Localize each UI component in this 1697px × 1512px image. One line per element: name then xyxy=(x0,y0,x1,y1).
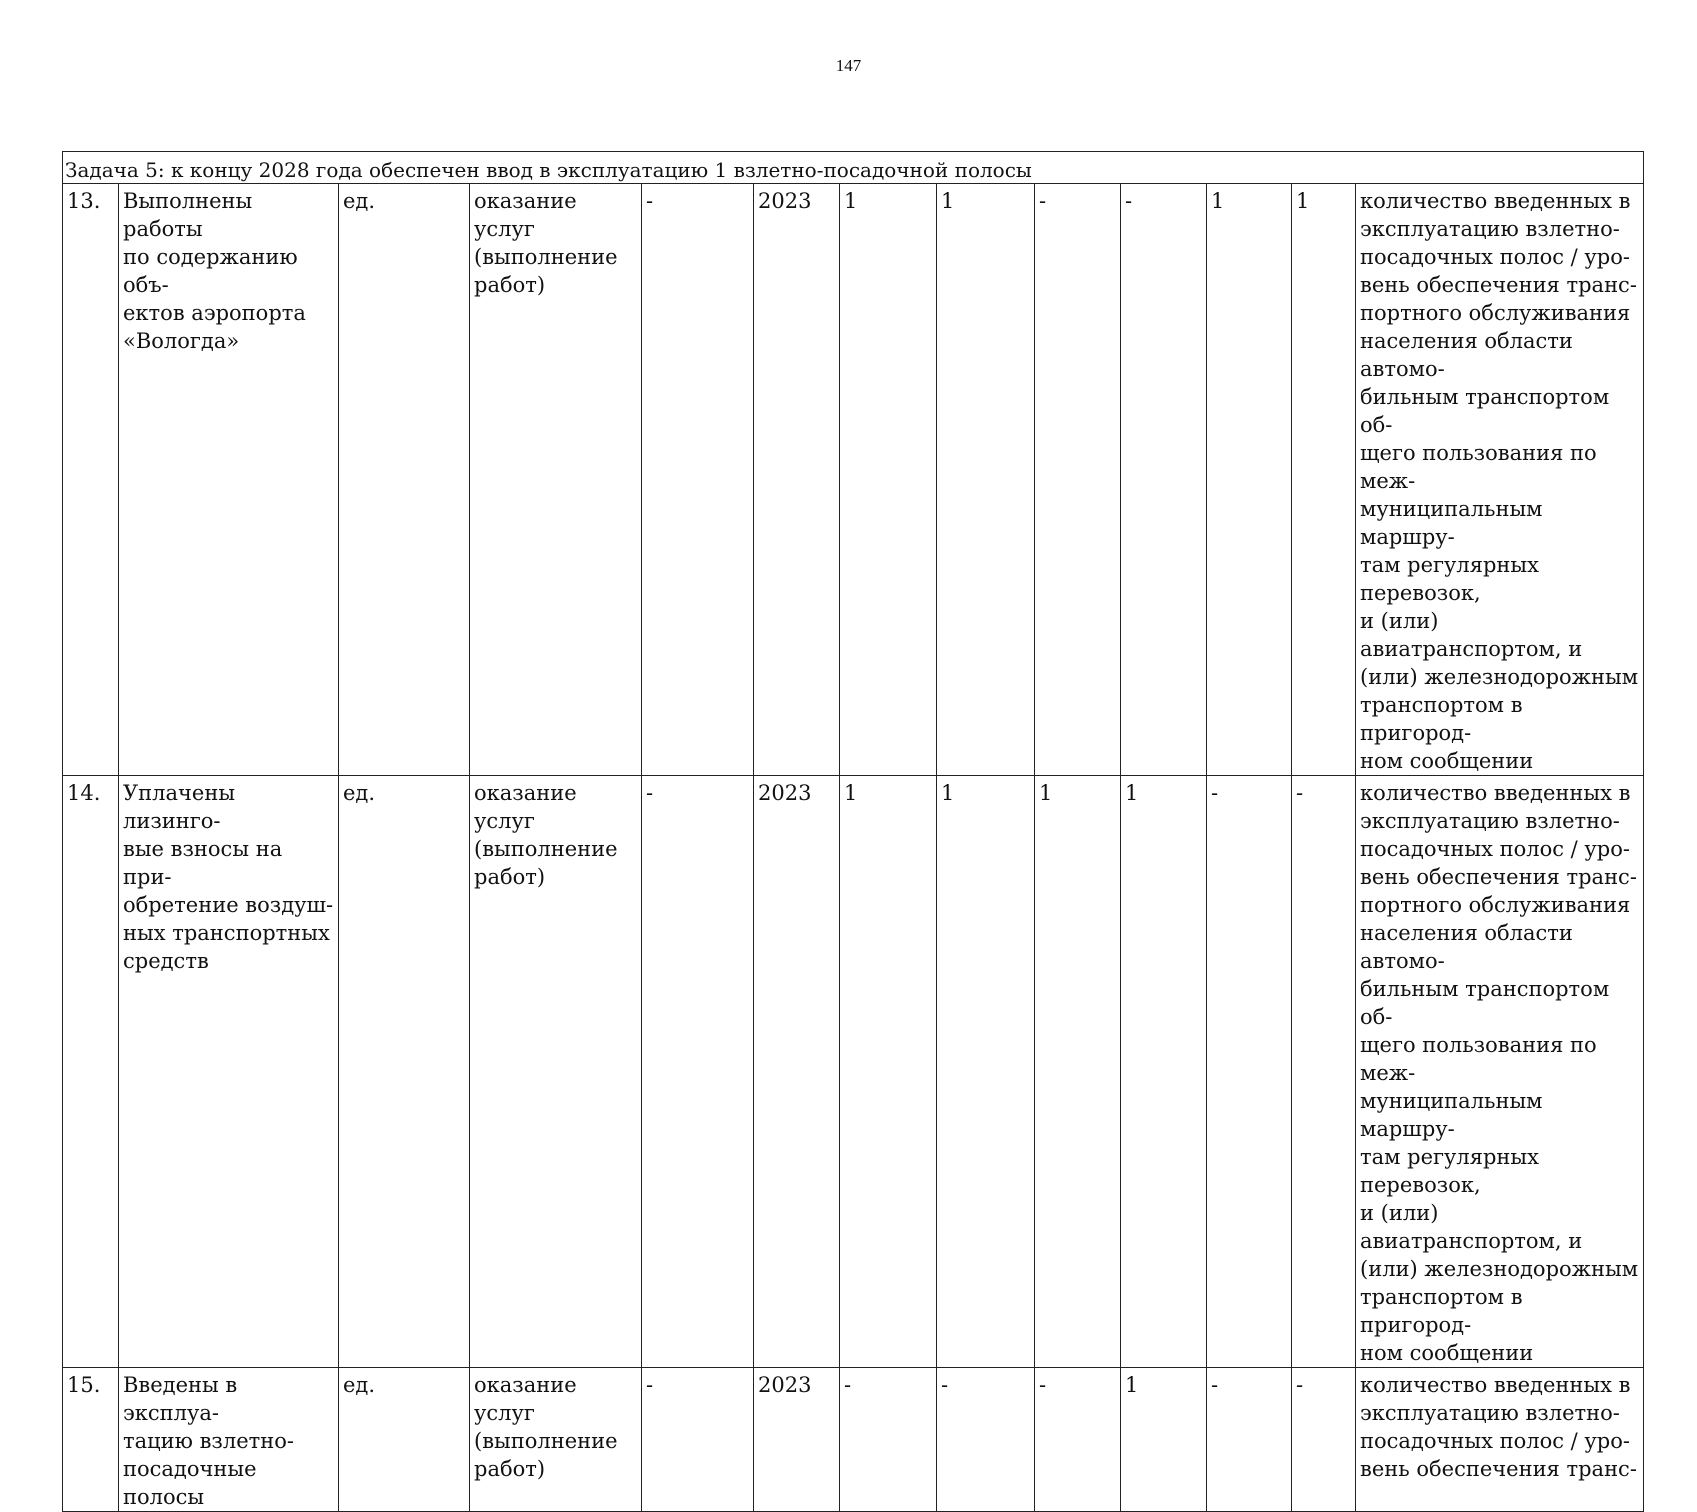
base-year: 2023 xyxy=(754,1368,840,1512)
value-6: - xyxy=(1292,776,1356,1368)
value-4: 1 xyxy=(1121,776,1207,1368)
unit: ед. xyxy=(339,1368,470,1512)
value-2: - xyxy=(937,1368,1035,1512)
measures-table xyxy=(62,151,1644,1512)
base-value: - xyxy=(642,1368,754,1512)
value-1: 1 xyxy=(840,184,937,776)
measure-type: оказание услуг (выполнение работ) xyxy=(470,184,642,776)
value-1: 1 xyxy=(840,776,937,1368)
value-2: 1 xyxy=(937,776,1035,1368)
table-row xyxy=(63,1368,1644,1512)
value-5: 1 xyxy=(1207,184,1292,776)
linked-indicator: количество введенных в эксплуатацию взлетно- посадочных полос / уро- вень обеспечения транс- xyxy=(1356,1368,1644,1512)
measure-type: оказание услуг (выполнение работ) xyxy=(470,1368,642,1512)
value-5: - xyxy=(1207,776,1292,1368)
value-2: 1 xyxy=(937,184,1035,776)
measure-type: оказание услуг (выполнение работ) xyxy=(470,776,642,1368)
measure-name: Уплачены лизинго- вые взносы на при- обретение воздуш- ных транспортных средств xyxy=(119,776,339,1368)
row-number: 14. xyxy=(63,776,119,1368)
value-4: 1 xyxy=(1121,1368,1207,1512)
base-value: - xyxy=(642,776,754,1368)
value-6: 1 xyxy=(1292,184,1356,776)
value-4: - xyxy=(1121,184,1207,776)
unit: ед. xyxy=(339,776,470,1368)
linked-indicator: количество введенных в эксплуатацию взлетно- посадочных полос / уро- вень обеспечения транс- портного обслуживания населения области автомо- бильным транспортом об- щего пользования по меж- муниципальным маршру- там регулярных перевозок, и (или) авиатранспортом, и (или) железнодорожным транспортом в пригород- ном сообщении xyxy=(1356,184,1644,776)
value-3: - xyxy=(1035,1368,1121,1512)
base-year: 2023 xyxy=(754,776,840,1368)
measure-name: Выполнены работы по содержанию объ- ектов аэропорта «Вологда» xyxy=(119,184,339,776)
value-1: - xyxy=(840,1368,937,1512)
linked-indicator: количество введенных в эксплуатацию взлетно- посадочных полос / уро- вень обеспечения транс- портного обслуживания населения области автомо- бильным транспортом об- щего пользования по меж- муниципальным маршру- там регулярных перевозок, и (или) авиатранспортом, и (или) железнодорожным транспортом в пригород- ном сообщении xyxy=(1356,776,1644,1368)
page-number: 147 xyxy=(835,56,862,75)
value-3: 1 xyxy=(1035,776,1121,1368)
row-number: 13. xyxy=(63,184,119,776)
value-3: - xyxy=(1035,184,1121,776)
measure-name: Введены в эксплуа- тацию взлетно- посадочные полосы xyxy=(119,1368,339,1512)
base-value: - xyxy=(642,184,754,776)
row-number: 15. xyxy=(63,1368,119,1512)
unit: ед. xyxy=(339,184,470,776)
value-6: - xyxy=(1292,1368,1356,1512)
task-header: Задача 5: к концу 2028 года обеспечен ввод в эксплуатацию 1 взлетно-посадочной полосы xyxy=(63,152,1644,184)
table-row xyxy=(63,776,1644,1368)
task-header-row xyxy=(63,152,1644,184)
table-row xyxy=(63,184,1644,776)
value-5: - xyxy=(1207,1368,1292,1512)
base-year: 2023 xyxy=(754,184,840,776)
